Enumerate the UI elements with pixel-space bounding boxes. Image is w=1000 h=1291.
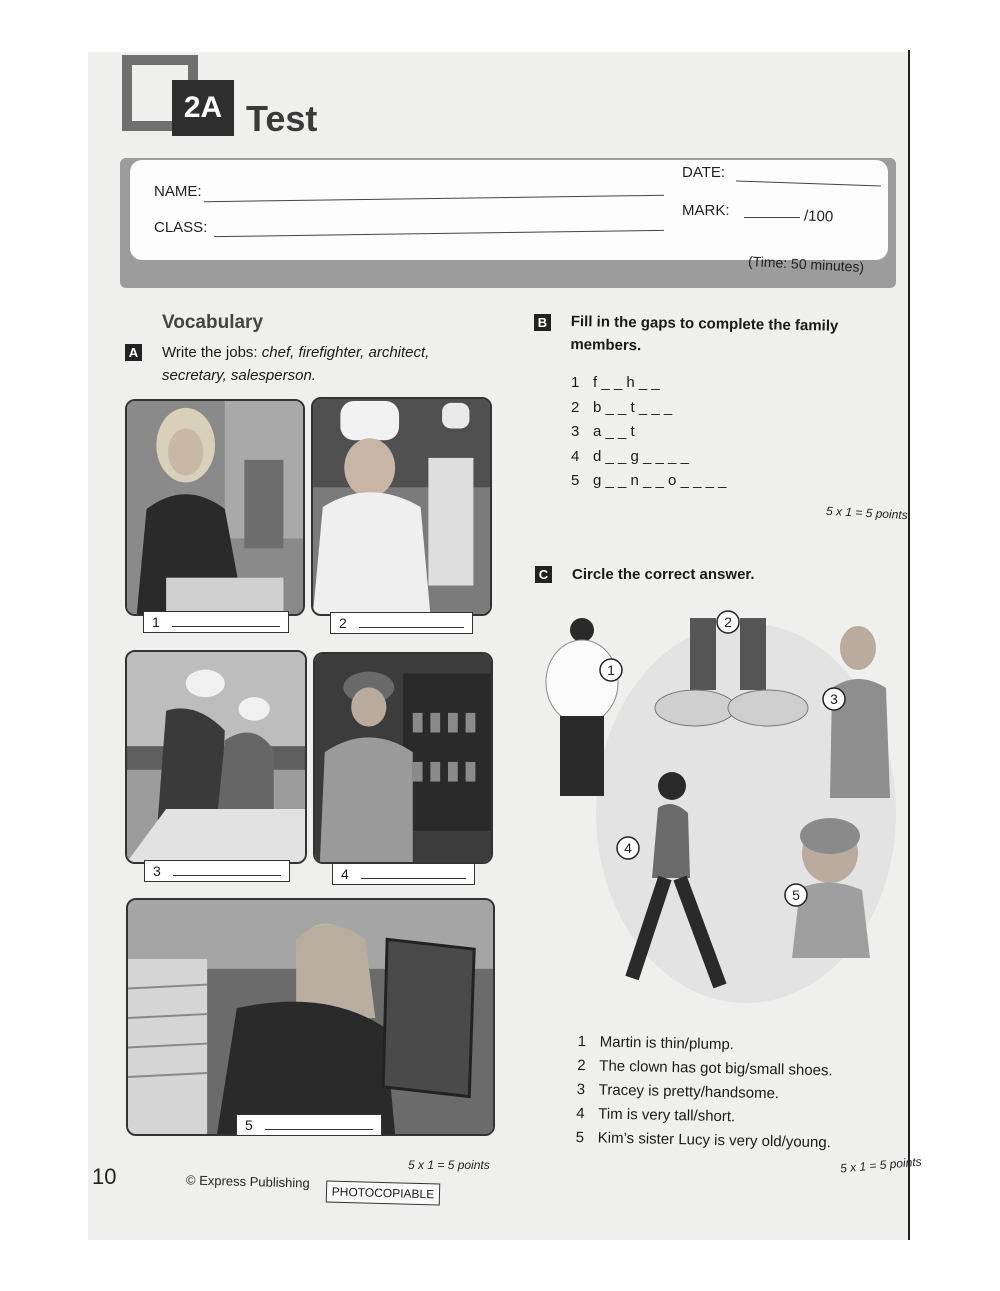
gap-item[interactable]: 4 d _ _ g _ _ _ _ — [571, 447, 689, 465]
job-photo-2 — [311, 397, 492, 616]
jobs-list: chef, firefighter, architect, — [261, 344, 430, 361]
picture-number-1 — [600, 659, 622, 681]
answer-number: 5 — [245, 1117, 253, 1133]
people-illustration — [540, 608, 908, 1008]
mark-label: MARK: — [682, 202, 730, 219]
class-label: CLASS: — [154, 219, 208, 236]
answer-box-4[interactable] — [332, 863, 475, 885]
answer-box-5[interactable] — [236, 1114, 382, 1136]
picture-number-2 — [717, 611, 739, 633]
picture-number-3 — [823, 688, 845, 710]
section-c-points: 5 x 1 = 5 points — [839, 1154, 923, 1176]
mark-field[interactable] — [744, 217, 800, 218]
section-b-instruction — [570, 310, 838, 361]
picture-number-label: 3 — [830, 691, 838, 707]
section-c-badge: C — [535, 566, 552, 583]
job-photo-1 — [125, 399, 305, 616]
student-info-panel — [130, 160, 888, 260]
section-a-points: 5 x 1 = 5 points — [408, 1158, 490, 1172]
jobs-list-line2: secretary, salesperson. — [162, 367, 316, 384]
picture-number-label: 2 — [724, 614, 732, 630]
page-title: Test — [246, 98, 318, 139]
job-photo-4 — [313, 652, 493, 864]
answer-box-2[interactable] — [330, 612, 473, 634]
answer-box-1[interactable] — [143, 611, 289, 633]
picture-number-label: 5 — [792, 887, 800, 903]
picture-number-label: 1 — [607, 662, 615, 678]
gap-item[interactable]: 1 f _ _ h _ _ — [571, 374, 660, 391]
picture-number-label: 4 — [624, 840, 632, 856]
gap-item[interactable]: 3 a _ _ t — [571, 423, 635, 440]
section-a-instruction — [162, 341, 429, 387]
picture-number-4 — [617, 837, 639, 859]
answer-number: 1 — [152, 614, 160, 630]
family-gap-list — [571, 371, 726, 494]
circle-item[interactable]: 2 The clown has got big/small shoes. — [577, 1056, 833, 1080]
answer-box-3[interactable] — [144, 860, 290, 882]
date-label: DATE: — [682, 164, 726, 181]
copyright: © Express Publishing — [185, 1172, 310, 1191]
name-label: NAME: — [154, 183, 202, 200]
time-note: (Time: 50 minutes) — [747, 252, 865, 276]
section-b-points: 5 x 1 = 5 points — [825, 503, 909, 523]
answer-number: 4 — [341, 866, 349, 882]
section-c-instruction: Circle the correct answer. — [572, 566, 755, 583]
vocabulary-heading: Vocabulary — [162, 312, 264, 333]
instruction-line: members. — [570, 335, 642, 355]
instruction-intro: Write the jobs: — [162, 344, 262, 361]
photocopiable-label: PHOTOCOPIABLE — [326, 1181, 441, 1206]
gap-item[interactable]: 5 g _ _ n _ _ o _ _ _ _ — [571, 472, 727, 489]
circle-item[interactable]: 3 Tracey is pretty/handsome. — [576, 1080, 780, 1103]
mark-total: /100 — [803, 207, 834, 226]
unit-badge: 2A — [172, 80, 234, 136]
instruction-line: Fill in the gaps to complete the family — [570, 312, 839, 335]
page-number: 10 — [92, 1164, 117, 1189]
job-photo-3 — [125, 650, 307, 864]
job-photo-5 — [126, 898, 495, 1136]
answer-number: 3 — [153, 863, 161, 879]
circle-item[interactable]: 1 Martin is thin/plump. — [577, 1032, 735, 1054]
picture-number-5 — [785, 884, 807, 906]
circle-item[interactable]: 4 Tim is very tall/short. — [576, 1104, 736, 1126]
circle-answer-list — [575, 1030, 833, 1155]
section-a-badge: A — [125, 344, 142, 361]
gap-item[interactable]: 2 b _ _ t _ _ _ — [571, 398, 673, 416]
page-edge — [908, 50, 910, 1240]
answer-number: 2 — [339, 615, 347, 631]
circle-item[interactable]: 5 Kim’s sister Lucy is very old/young. — [575, 1128, 832, 1152]
section-b-badge: B — [534, 314, 551, 331]
